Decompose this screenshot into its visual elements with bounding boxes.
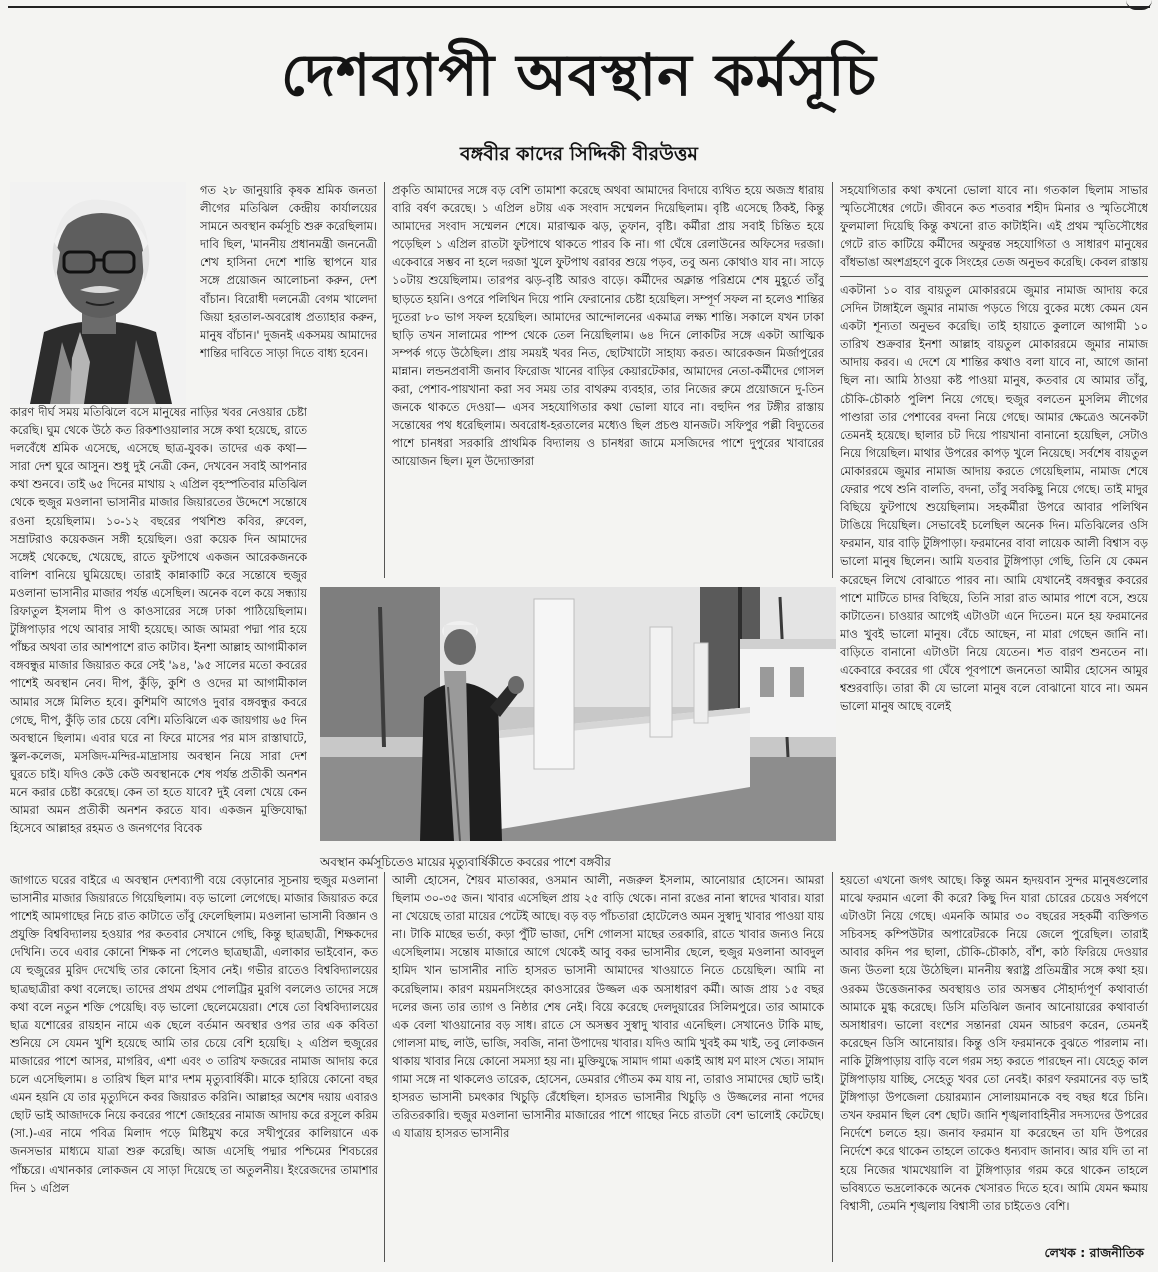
paragraph-divider [840, 276, 1148, 277]
column-3-middle-text: একটানা ১০ বার বায়তুল মোকাররমে জুমার নামাজ আদায় করে সেদিন টাঙ্গাইলে জুমার নামাজ পড়তে গিয়ে বুকের মধ্যে কেমন যেন একটা শূন্যতা অনুভব করেছি। তাই হায়াতে কুলালে আগামী ১০ তারিখ শুক্রবার ইনশা আল্লাহ বায়তুল মোকাররমে জুমার নামাজ আদায় করব। এ দেশে যে শান্তির কথাও বলা যাবে না, আগে জানা ছিল না। আমি ঠাওয়া কষ্ট পাওয়া মানুষ, কতবার যে আমার তাঁবু, চৌকি-চৌকাঠ পুলিশ নিয়ে গেছে। হুজুর বলতেন মুসলিম লীগের পাণ্ডারা তার পেশাবের বদনা নিয়ে গেছে। আমার ক্ষেত্রেও অনেকটা তেমনই হয়েছে। ছালার চট দিয়ে পায়খানা বানানো হয়েছিল, সেটাও নিয়ে গিয়েছিল। মাথার উপরের কাপড় খুলে নিয়েছে। সর্বশেষ বায়তুল মোকাররমে জুমার নামাজ আদায় করতে গেয়েছিলাম, নামাজ শেষে ফেরার পথে শুনি বালতি, বদনা, তাঁবু সবকিছু নিয়ে গেছে। তাই মাদুর বিছিয়ে ফুটপাথে শুয়েছিলাম। সহকর্মীরা উপরে আবার পলিথিন টাঙিয়ে দিয়েছিল। সেভাবেই চলেছিল অনেক দিন। মতিঝিলের ওসি ফরমান, যার বাড়ি টুঙ্গিপাড়া। ফরমানের বাবা লায়েক আলী বিশ্বাস বড় ভালো মানুষ ছিলেন। আমি যতবার টুঙ্গিপাড়া গেছি, তিনি যে কেমন করেছেন লিখে বোঝাতে পারব না। আমি যেখানেই বঙ্গবন্ধুর কবরের পাশে মাটিতে চাদর বিছিয়ে, তিনি সারা রাত আমার পাশে বসে, শুয়ে কাটাতেন। চাওয়ার আগেই এটাওটা এনে দিতেন। মনে হয় ফরমানের মাও খুবই ভালো মানুষ। বেঁচে আছেন, না মারা গেছেন জানি না। বাড়িতে বানানো এটাওটা নিয়ে যেতেন। শত বারণ শুনতেন না। একেবারে কবরের গা ঘেঁষে পূবপাশে জননেতা আমীর হোসেন আমুর শ্বশুরবাড়ি। তারা কী যে ভালো মানুষ বলে বোঝানো যাবে না। অমন ভালো মানুষ আছে বলেই [840, 284, 1148, 714]
column-divider [832, 872, 833, 1262]
column-1-bottom-text: জাগাতে ঘরের বাইরে এ অবস্থান দেশব্যাপী বয়ে বেড়ানোর সূচনায় হুজুর মওলানা ভাসানীর মাজার জিয়ারতে গিয়েছিলাম। বড় ভালো লেগেছে। মাজার জিয়ারত করে পাশেই আমগাছের নিচে রাত কাটাতে তাঁবু ফেলেছিলাম। মওলানা ভাসানী বিজ্ঞান ও প্রযুক্তি বিশ্ববিদ্যালয় হওয়ার পর কতবার সেখানে গেছি, কিন্তু ছাত্রছাত্রী, শিক্ষকদের দেখিনি। তবে এবার কোনো শিক্ষক না পেলেও ছাত্রছাত্রী, এলাকার ভাইবোন, কত যে হুজুরের মুরিদ দেখেছি তার কোনো হিসাব নেই। গভীর রাতেও বিশ্ববিদ্যালয়ের ছাত্রছাত্রীরা কথা বলেছে। তাদের প্রথম প্রথম পোলট্রির মুরগি বললেও তাদের সঙ্গে কথা বলে নতুন শক্তি পেয়েছি। বড় ভালো ছেলেমেয়েরা। শেষে তো বিশ্ববিদ্যালয়ের ছাত্র যশোরের রায়হান নামে এক ছেলে বর্তমান অবস্থার ওপর তার এক কবিতা শুনিয়ে সে যেমন খুশি হয়েছে আমি তার চেয়ে বেশি হয়েছি। ২ এপ্রিল হুজুরের মাজারের পাশে আসর, মাগরিব, এশা এবং ৩ তারিখ ফজরের নামাজ আদায় করে চলে এসেছিলাম। ৪ তারিখ ছিল মা'র দশম মৃত্যুবার্ষিকী। মাকে হারিয়ে কোনো বছর এমন হয়নি যে তার মৃত্যুদিনে কবর জিয়ারত করিনি। আল্লাহর অশেষ দয়ায় এবারও ছোট ভাই আজাদকে নিয়ে কবরের পাশে জোহরের নামাজ আদায় করে রসূলে করিম (সা.)-এর নামে পবিত্র মিলাদ পড়ে মিষ্টিমুখ করে সখীপুরের কালিয়ানে এক জনসভার মাধ্যমে যাত্রা শুরু করেছি। আজ এসেছি পদ্মার পশ্চিমের শিবচরের পাঁচ্চরে। এখানকার লোকজন যে সাড়া দিয়েছে তা অতুলনীয়। ইংরেজদের তামাশার দিন ১ এপ্রিল [10, 874, 378, 1195]
grave-visit-photo [320, 587, 836, 841]
column-divider [384, 182, 385, 578]
corner-mark [1126, 0, 1152, 10]
column-3-bottom-text: হয়তো এখনো জগৎ আছে। কিন্তু অমন হৃদয়বান সুন্দর মানুষগুলোর মাঝে ফরমান এলো কী করে? কিছু দিন যারা চোরের চেয়েও সর্ষপণে এটাওটা নিয়ে গেছে। এমনকি আমার ৩০ বছরের সহকর্মী ব্যক্তিগত সচিবসহ কম্পিউটার অপারেটরকে নিয়ে জেলে পুরেছিল। তারাই আবার কদিন পর ছালা, চৌকি-চৌকাঠ, বাঁশ, কাঠ ফিরিয়ে দেওয়ার জন্য উতলা হয়ে উঠেছিল। মাননীয় স্বরাষ্ট্র প্রতিমন্ত্রীর সঙ্গে কথা হয়। ওরকম উত্তেজনাকর অবস্থায়ও তার অসম্ভব সৌহার্দ্যপূর্ণ কথাবার্তা আমাকে মুগ্ধ করেছে। ডিসি মতিঝিল জনাব আনোয়ারের কথাবার্তা অসাধারণ। ভালো বংশের সন্তানরা যেমন আচরণ করেন, তেমনই করেছেন ডিসি আনোয়ার। কিন্তু ওসি ফরমানকে বুঝতে পারলাম না। নাকি টুঙ্গিপাড়ায় বাড়ি বলে গরম সহ্য করতে পারছেন না। যেহেতু কাল টুঙ্গিপাড়ায় যাচ্ছি, সেহেতু খবর তো নেবই। কারণ ফরমানের বড় ভাই টুঙ্গিপাড়া উপজেলা চেয়ারম্যান সোলায়মানকে বহু বছর ধরে চিনি। তখন ফরমান ছিল বেশ ছোট। জানি শৃঙ্খলাবাহিনীর সদস্যদের উপরের নির্দেশে চলতে হয়। জনাব ফরমান যা করেছেন তা যদি উপরের নির্দেশে করে থাকেন তাহলে তাকেও ধন্যবাদ জানাব। আর যদি তা না হয়ে নিজের খামখেয়ালি বা টুঙ্গিপাড়ার গরম করে থাকেন তাহলে ভবিষ্যতে ভদ্রলোককে অনেক খেসারত দিতে হবে। আমি যেমন ক্ষমায় বিশ্বাসী, তেমনি শৃঙ্খলায় বিশ্বাসী তার চাইতেও বেশি। [840, 874, 1148, 1213]
column-1-main-text: কারণ দীর্ঘ সময় মতিঝিলে বসে মানুষের নাড়ির খবর নেওয়ার চেষ্টা করেছি। ঘুম থেকে উঠে কত রিকশাওয়ালার সঙ্গে কথা হয়েছে, রাতে দলবেঁধে শ্রমিক এসেছে, এসেছে ছাত্র-যুবক। তাদের এক কথা— সারা দেশ ঘুরে আসুন। শুধু দুই নেত্রী কেন, দেখবেন সবাই আপনার কথা শুনবে। তাই ৬৫ দিনের মাথায় ২ এপ্রিল বৃহস্পতিবার মতিঝিল থেকে হুজুর মওলানা ভাসানীর মাজার জিয়ারতের উদ্দেশে সন্তোষে রওনা হয়েছিলাম। ১০-১২ বছরের পথশিশু কবির, রুবেল, সম্রাটরাও কয়েকজন সঙ্গী হয়েছিল। ওরা কয়েক দিন আমাদের সঙ্গেই থেকেছে, খেয়েছে, রাতে ফুটপাথে একজন আরেকজনকে বালিশ বানিয়ে ঘুমিয়েছে। তারাই কান্নাকাটি করে সন্তোষে হুজুর মওলানা ভাসানীর মাজার পর্যন্ত এসেছিল। অনেক বলে কয়ে সন্ধ্যায় রিফাতুল ইসলাম দীপ ও কাওসারের সঙ্গে ঢাকা পাঠিয়েছিলাম। টুঙ্গিপাড়ার পথে আবার সাথী হয়েছে। আজ আমরা পদ্মা পার হয়ে পাঁচ্চর অথবা তার আশপাশে রাত কাটাব। ইনশা আল্লাহ আগামীকাল বঙ্গবন্ধুর মাজার জিয়ারত করে সেই '৯৪, '৯৫ সালের মতো কবরের পাশেই অবস্থান নেব। দীপ, কুঁড়ি, কুশি ও ওদের মা আগামীকাল আমার সঙ্গে মিলিত হবে। কুশিমণি আগেও দুবার বঙ্গবন্ধুর কবরে গেছে, দীপ, কুঁড়ি তার চেয়ে বেশি। মতিঝিলে এক জায়গায় ৬৫ দিন অবস্থানে ছিলাম। এবার ঘরে না ফিরে মাসের পর মাস রাস্তাঘাটে, স্কুল-কলেজ, মসজিদ-মন্দির-মাদ্রাসায় অবস্থান নিয়ে সারা দেশ ঘুরতে চাই। যদিও কেউ কেউ অবস্থানকে শেষ পর্যন্ত প্রতীকী অনশন মনে করার চেষ্টা করেছে। কেন তা হতে যাবে? দুই বেলা খেয়ে কেন আমরা অমন প্রতীকী অনশন করতে যাব। একজন মুক্তিযোদ্ধা হিসেবে আল্লাহর রহমত ও জনগণের বিবেক [10, 406, 307, 836]
column-3-top-text: সহযোগিতার কথা কখনো ভোলা যাবে না। গতকাল ছিলাম সাভার স্মৃতিসৌধের গেটে। জীবনে কত শতবার শহীদ মিনার ও স্মৃতিসৌধে ফুলমালা দিয়েছি কিন্তু কখনো রাত কাটাইনি। এই প্রথম স্মৃতিসৌধের গেটে রাত কাটিয়ে কর্মীদের অফুরন্ত সহযোগিতা ও সাধারণ মানুষের বাঁধভাঙা অংশগ্রহণে বুকে সিংহের তেজ অনুভব করেছি। কেবল রাস্তায় [840, 184, 1148, 270]
column-1-side-text: গত ২৮ জানুয়ারি কৃষক শ্রমিক জনতা লীগের মতিঝিল কেন্দ্রীয় কার্যালয়ের সামনে অবস্থান কর্মসূচি শুরু করেছিলাম। দাবি ছিল, 'মাননীয় প্রধানমন্ত্রী জননেত্রী শেখ হাসিনা দেশে শান্তি স্থাপনে যার সঙ্গে প্রয়োজন আলোচনা করুন, দেশ বাঁচান। বিরোধী দলনেত্রী বেগম খালেদা জিয়া হরতাল-অবরোধ প্রত্যাহার করুন, মানুষ বাঁচান।' দুজনই একসময় আমাদের শান্তির দাবিতে সাড়া দিতে বাধ্য হবেন। [200, 184, 377, 360]
byline: বঙ্গবীর কাদের সিদ্দিকী বীরউত্তম [460, 143, 698, 165]
column-2-top-text: প্রকৃতি আমাদের সঙ্গে বড় বেশি তামাশা করেছে অথবা আমাদের বিদায়ে ব্যথিত হয়ে অজস্র ধারায় বারি বর্ষণ করেছে। ১ এপ্রিল ৪টায় এক সংবাদ সম্মেলন দিয়েছিলাম। বৃষ্টি এসেছে ঠিকই, কিন্তু আমাদের সংবাদ সম্মেলন শেষে। মারাত্মক ঝড়, তুফান, বৃষ্টি। কর্মীরা প্রায় সবাই চিন্তিত হয়ে পড়েছিল ১ এপ্রিল রাতটা ফুটপাথে থাকতে পারব কি না। গা ঘেঁষে রেলাউনের অফিসের দরজা। একেবারে সম্ভব না হলে দরজা খুলে ফুটপাথ বরাবর শুয়ে পড়ব, তবু অন্য কোথাও যাব না। সাড়ে ১০টায় শুয়েছিলাম। তারপর ঝড়-বৃষ্টি আরও বাড়ে। কর্মীদের অক্লান্ত পরিশ্রমে শেষ মুহূর্তে তাঁবু ছাড়তে হয়নি। ওপরে পলিথিন দিয়ে পানি ফেরানোর চেষ্টা হয়েছিল। সম্পূর্ণ সফল না হলেও শান্তির দূতেরা ৮০ ভাগ সফল হয়েছিল। আমাদের আন্দোলনের একমাত্র লক্ষ্য শান্তি। সকালে যখন ঢাকা ছাড়ি তখন সালামের পাম্প থেকে তেল নিয়েছিলাম। ৬৪ দিনে লোকটির সঙ্গে একটা আত্মিক সম্পর্ক গড়ে উঠেছিল। প্রায় সময়ই খবর নিত, ছোটখাটো সাহায্য করত। আরেকজন মির্জাপুরের মান্নান। লন্ডনপ্রবাসী জনাব ফিরোজ খানের বাড়ির কেয়ারটেকার, আমাদের নেতা-কর্মীদের গোসল করা, পেশাব-পায়খানা করা সব সময় তার বাথরুম ব্যবহার, তার নিজের রুমে প্রয়োজনে দু-তিন জনকে থাকতে দেওয়া— এসব সহযোগিতার কথা ভোলা যাবে না। বহুদিন পর টঙ্গীর রাস্তায় সন্তোষের পথ ধরেছিলাম। অবরোধ-হরতালের মধ্যেও ছিল প্রচণ্ড যানজট। সফিপুর পল্লী বিদ্যুতের পাশে চানধরা সরকারি প্রাথমিক বিদ্যালয় ও চানধরা জামে মসজিদের পাশে দুপুরের খাবারের আয়োজন ছিল। মূল উদ্যোক্তারা [392, 184, 824, 469]
top-rule [8, 6, 1150, 8]
photo-caption: অবস্থান কর্মসূচিতেও মায়ের মৃত্যুবার্ষিকীতে কবরের পাশে বঙ্গবীর [320, 855, 611, 869]
column-divider [832, 182, 833, 578]
headline: দেশব্যাপী অবস্থান কর্মসূচি [281, 41, 877, 109]
column-divider [384, 872, 385, 1262]
author-credit: লেখক : রাজনীতিক [1044, 1245, 1144, 1260]
author-portrait [10, 182, 186, 404]
column-2-bottom-text: আলী হোসেন, শৈয়ব মাতাব্বর, ওসমান আলী, নজরুল ইসলাম, আনোয়ার হোসেন। আমরা ছিলাম ৩০-৩৫ জন। খাবার এসেছিল প্রায় ২৫ বাড়ি থেকে। নানা রঙের নানা স্বাদের খাবার। যারা না খেয়েছে তারা মায়ের পেটেই আছে। বড় বড় পাঁচতারা হোটেলেও অমন সুস্বাদু খাবার পাওয়া যায় না। টাকি মাছের ভর্তা, কড়া পুঁটি ভাজা, দেশি গোলসা মাছের তরকারি, রাতে খাবার জন্যও নিয়ে এসেছিলাম। সন্তোষ মাজারে আগে থেকেই আবু বকর ভাসানীর ছেলে, হুজুর মওলানা আবদুল হামিদ খান ভাসানীর নাতি হাসরত ভাসানী আমাদের খাওয়াতে নিতে চেয়েছিল। আমি না করেছিলাম। কারণ ময়মনসিংহের কাওসারের উজ্জল এক অসাধারণ কর্মী। আজ প্রায় ১৫ বছর দলের জন্য তার ত্যাগ ও নিষ্ঠার শেষ নেই। বিয়ে করেছে দেলদুয়ারের সিলিমপুরে। তার আমাকে এক বেলা খাওয়ানোর বড় সাধ। রাতে সে অসম্ভব সুস্বাদু খাবার এনেছিল। সেখানেও টাকি মাছ, গোলসা মাছ, লাউ, ভাজি, সবজি, নানা উপাদেয় খাবার। যদিও আমি খুবই কম খাই, তবু লোকজন থাকায় খাবার নিয়ে কোনো সমস্যা হয় না। মুক্তিযুদ্ধে সামাদ গামা একাই আধ মণ মাংস খেত। সামাদ গামা সঙ্গে না থাকলেও তারেক, হোসেন, ডেমরার গৌতম কম যায় না, তারাও সামাদের ছোট ভাই। হাসরত ভাসানী চমৎকার খিচুড়ি রেঁধেছিল। হাসরত ভাসানীর খিচুড়ি ও উজ্জলের নানা পদের তরিতরকারি। হুজুর মওলানা ভাসানীর মাজারের পাশে গাছের নিচে রাতটা বেশ ভালোই কেটেছে। এ যাত্রায় হাসরত ভাসানীর [392, 874, 824, 1141]
